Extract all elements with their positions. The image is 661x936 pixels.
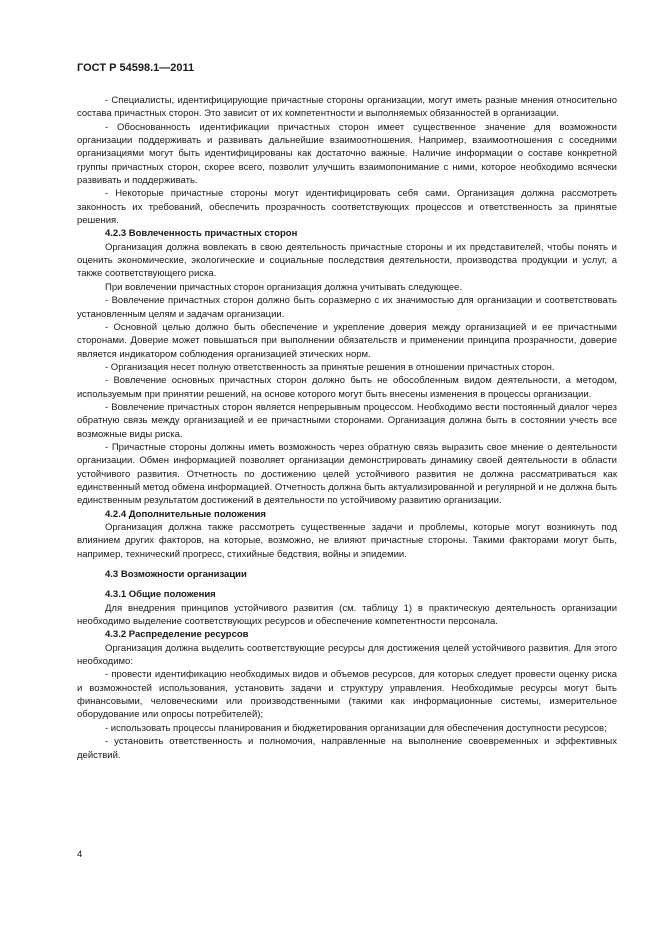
document-body — [77, 94, 617, 762]
document-header: ГОСТ Р 54598.1—2011 — [77, 62, 195, 74]
paragraph: - Некоторые причастные стороны могут идентифицировать себя сами. Организация должна рассмотреть законность их требований, обеспечить прозрачность соответствующих процессов и ответственность за принятые решения. — [77, 188, 617, 227]
subsection-heading: 4.2.4 Дополнительные положения — [105, 508, 266, 520]
paragraph: - Основной целью должно быть обеспечение и укрепление доверия между организацией и ее причастными сторонами. Доверие может повышаться при выполнении обязательств и применении принципа прозрачности, доверие является индикатором соблюдения организацией этических норм. — [77, 321, 617, 360]
subsection-heading: 4.3.2 Распределение ресурсов — [105, 629, 249, 641]
paragraph: - Специалисты, идентифицирующие причастные стороны организации, могут иметь разные мнения относительно состава причастных сторон. Это зависит от их компетентности и выполняемых обязанностей в организации. — [77, 95, 617, 120]
paragraph: - провести идентификацию необходимых видов и объемов ресурсов, для которых следует провести оценку риска и возможностей использования, установить задачи и структуру управления. Необходимые ресурсы могут быть финансовыми, человеческими или производственными (такими как информационные системы, измерительное оборудование или опросы потребителей); — [77, 669, 617, 721]
page-number: 4 — [77, 849, 83, 860]
subsection-heading: 4.3.1 Общие положения — [105, 589, 216, 601]
paragraph: - Обоснованность идентификации причастных сторон имеет существенное значение для возможности организации поддерживать и развивать дальнейшие взаимоотношения. Например, взаимоотношения с соседними организациями могут быть идентифицированы как достаточно важные. Наличие информации о составе конкретной группы причастных сторон, скорее всего, позволит улучшить взаимопонимание с ними, которое необходимо всячески развивать и поддерживать. — [77, 121, 617, 187]
section-heading: 4.3 Возможности организации — [105, 569, 247, 581]
paragraph: Организация должна также рассмотреть существенные задачи и проблемы, которые могут возникнуть под влиянием других факторов, на которые, возможно, не влияют причастные стороны. Такими факторами могут быть, например, технический прогресс, стихийные бедствия, войны и эпидемии. — [77, 522, 617, 560]
subsection-heading: 4.2.3 Вовлеченность причастных сторон — [105, 228, 298, 240]
paragraph: - Вовлечение основных причастных сторон должно быть не обособленным видом деятельности, а методом, используемым при принятии решений, на основе которого могут быть внесены изменения в процессы организации. — [77, 375, 617, 400]
paragraph: Организация должна выделить соответствующие ресурсы для достижения целей устойчивого развития. Для этого необходимо: — [77, 642, 617, 668]
paragraph: - Вовлечение причастных сторон должно быть соразмерно с их значимостью для организации и соответствовать установленным целям и задачам организации. — [77, 295, 617, 320]
paragraph: - использовать процессы планирования и бюджетирования организации для обеспечения доступности ресурсов; — [105, 722, 607, 734]
paragraph: - Организация несет полную ответственность за принятые решения в отношении причастных сторон. — [105, 361, 555, 373]
paragraph: Для внедрения принципов устойчивого развития (см. таблицу 1) в практическую деятельность организации необходимо выделение соответствующих ресурсов и обеспечение компетентности персонала. — [77, 602, 617, 628]
paragraph: - Причастные стороны должны иметь возможность через обратную связь выразить свое мнение о деятельности организации. Обмен информацией позволяет организации демонстрировать динамику своей деятельности в области устойчивого развития. Отчетность по достижению целей устойчивого развития не должна рассматриваться как единственный метод обмена информацией. Отчетность должна быть актуализированной и регулярной и не должна быть единственным результатом достижений в деятельности по устойчивому развитию организации. — [77, 441, 617, 507]
paragraph: При вовлечении причастных сторон организация должна учитывать следующее. — [105, 281, 462, 293]
paragraph: - Вовлечение причастных сторон является непрерывным процессом. Необходимо вести постоянный диалог через обратную связь между организацией и ее причастными сторонами. Организация должна быть в состоянии учесть все возможные виды риска. — [77, 401, 617, 440]
paragraph: Организация должна вовлекать в свою деятельность причастные стороны и их представителей, чтобы понять и оценить экономические, экологические и социальные последствия деятельности, производства продукции и услуг, а также соответствующего риска. — [77, 241, 617, 280]
paragraph: - установить ответственность и полномочия, направленные на выполнение своевременных и эффективных действий. — [77, 736, 617, 761]
